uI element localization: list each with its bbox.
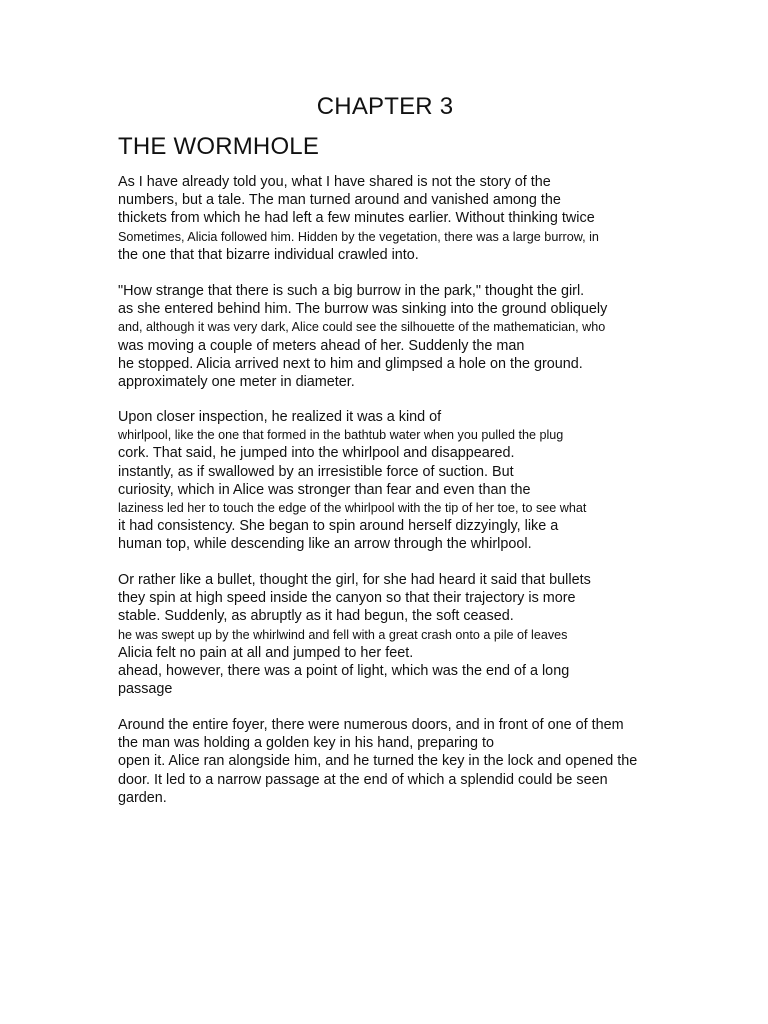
text-line: whirlpool, like the one that formed in the bathtub water when you pulled the plug <box>118 428 564 443</box>
text-line: he stopped. Alicia arrived next to him and glimpsed a hole on the ground. <box>118 355 583 372</box>
text-line: Upon closer inspection, he realized it was a kind of <box>118 409 442 425</box>
text-line: door. It led to a narrow passage at the end of which a splendid could be seen <box>118 771 608 788</box>
text-line: Sometimes, Alicia followed him. Hidden by the vegetation, there was a large burrow, in <box>118 229 599 244</box>
text-line: open it. Alice ran alongside him, and he turned the key in the lock and opened the <box>118 753 638 770</box>
text-line: the man was holding a golden key in his hand, preparing to <box>118 735 495 752</box>
paragraph-3 <box>118 408 718 554</box>
text-line: passage <box>118 681 173 698</box>
text-line: cork. That said, he jumped into the whirlpool and disappeared. <box>118 445 515 462</box>
text-line: curiosity, which in Alice was stronger than fear and even than the <box>118 481 531 498</box>
text-line: Alicia felt no pain at all and jumped to her feet. <box>118 644 414 661</box>
text-line: Or rather like a bullet, thought the girl, for she had heard it said that bullets <box>118 572 591 588</box>
paragraph-1 <box>118 173 718 264</box>
text-line: instantly, as if swallowed by an irresistible force of suction. But <box>118 463 514 480</box>
text-line: Around the entire foyer, there were numerous doors, and in front of one of them <box>118 717 624 733</box>
text-line: "How strange that there is such a big burrow in the park," thought the girl. <box>118 283 585 299</box>
text-line: he was swept up by the whirlwind and fell with a great crash onto a pile of leaves <box>118 627 568 642</box>
chapter-number-heading: CHAPTER 3 <box>316 93 454 120</box>
text-line: numbers, but a tale. The man turned around and vanished among the <box>118 192 561 209</box>
text-line: it had consistency. She began to spin around herself dizzyingly, like a <box>118 518 559 535</box>
text-line: they spin at high speed inside the canyon so that their trajectory is more <box>118 590 576 607</box>
text-line: As I have already told you, what I have shared is not the story of the <box>118 174 551 190</box>
text-line: stable. Suddenly, as abruptly as it had begun, the soft ceased. <box>118 608 514 625</box>
text-line: laziness led her to touch the edge of the whirlpool with the tip of her toe, to see what <box>118 500 587 515</box>
text-line: thickets from which he had left a few minutes earlier. Without thinking twice <box>118 210 595 227</box>
text-line: human top, while descending like an arrow through the whirlpool. <box>118 536 532 553</box>
text-line: garden. <box>118 789 167 806</box>
chapter-title-heading: THE WORMHOLE <box>118 133 320 160</box>
paragraph-2 <box>118 282 718 391</box>
text-line: was moving a couple of meters ahead of her. Suddenly the man <box>118 337 525 354</box>
paragraph-5 <box>118 716 718 807</box>
text-line: the one that that bizarre individual crawled into. <box>118 246 419 263</box>
text-line: approximately one meter in diameter. <box>118 373 355 390</box>
text-line: ahead, however, there was a point of light, which was the end of a long <box>118 662 570 679</box>
text-line: and, although it was very dark, Alice could see the silhouette of the mathematician, who <box>118 320 606 335</box>
paragraph-4 <box>118 571 718 698</box>
text-line: as she entered behind him. The burrow was sinking into the ground obliquely <box>118 301 608 318</box>
